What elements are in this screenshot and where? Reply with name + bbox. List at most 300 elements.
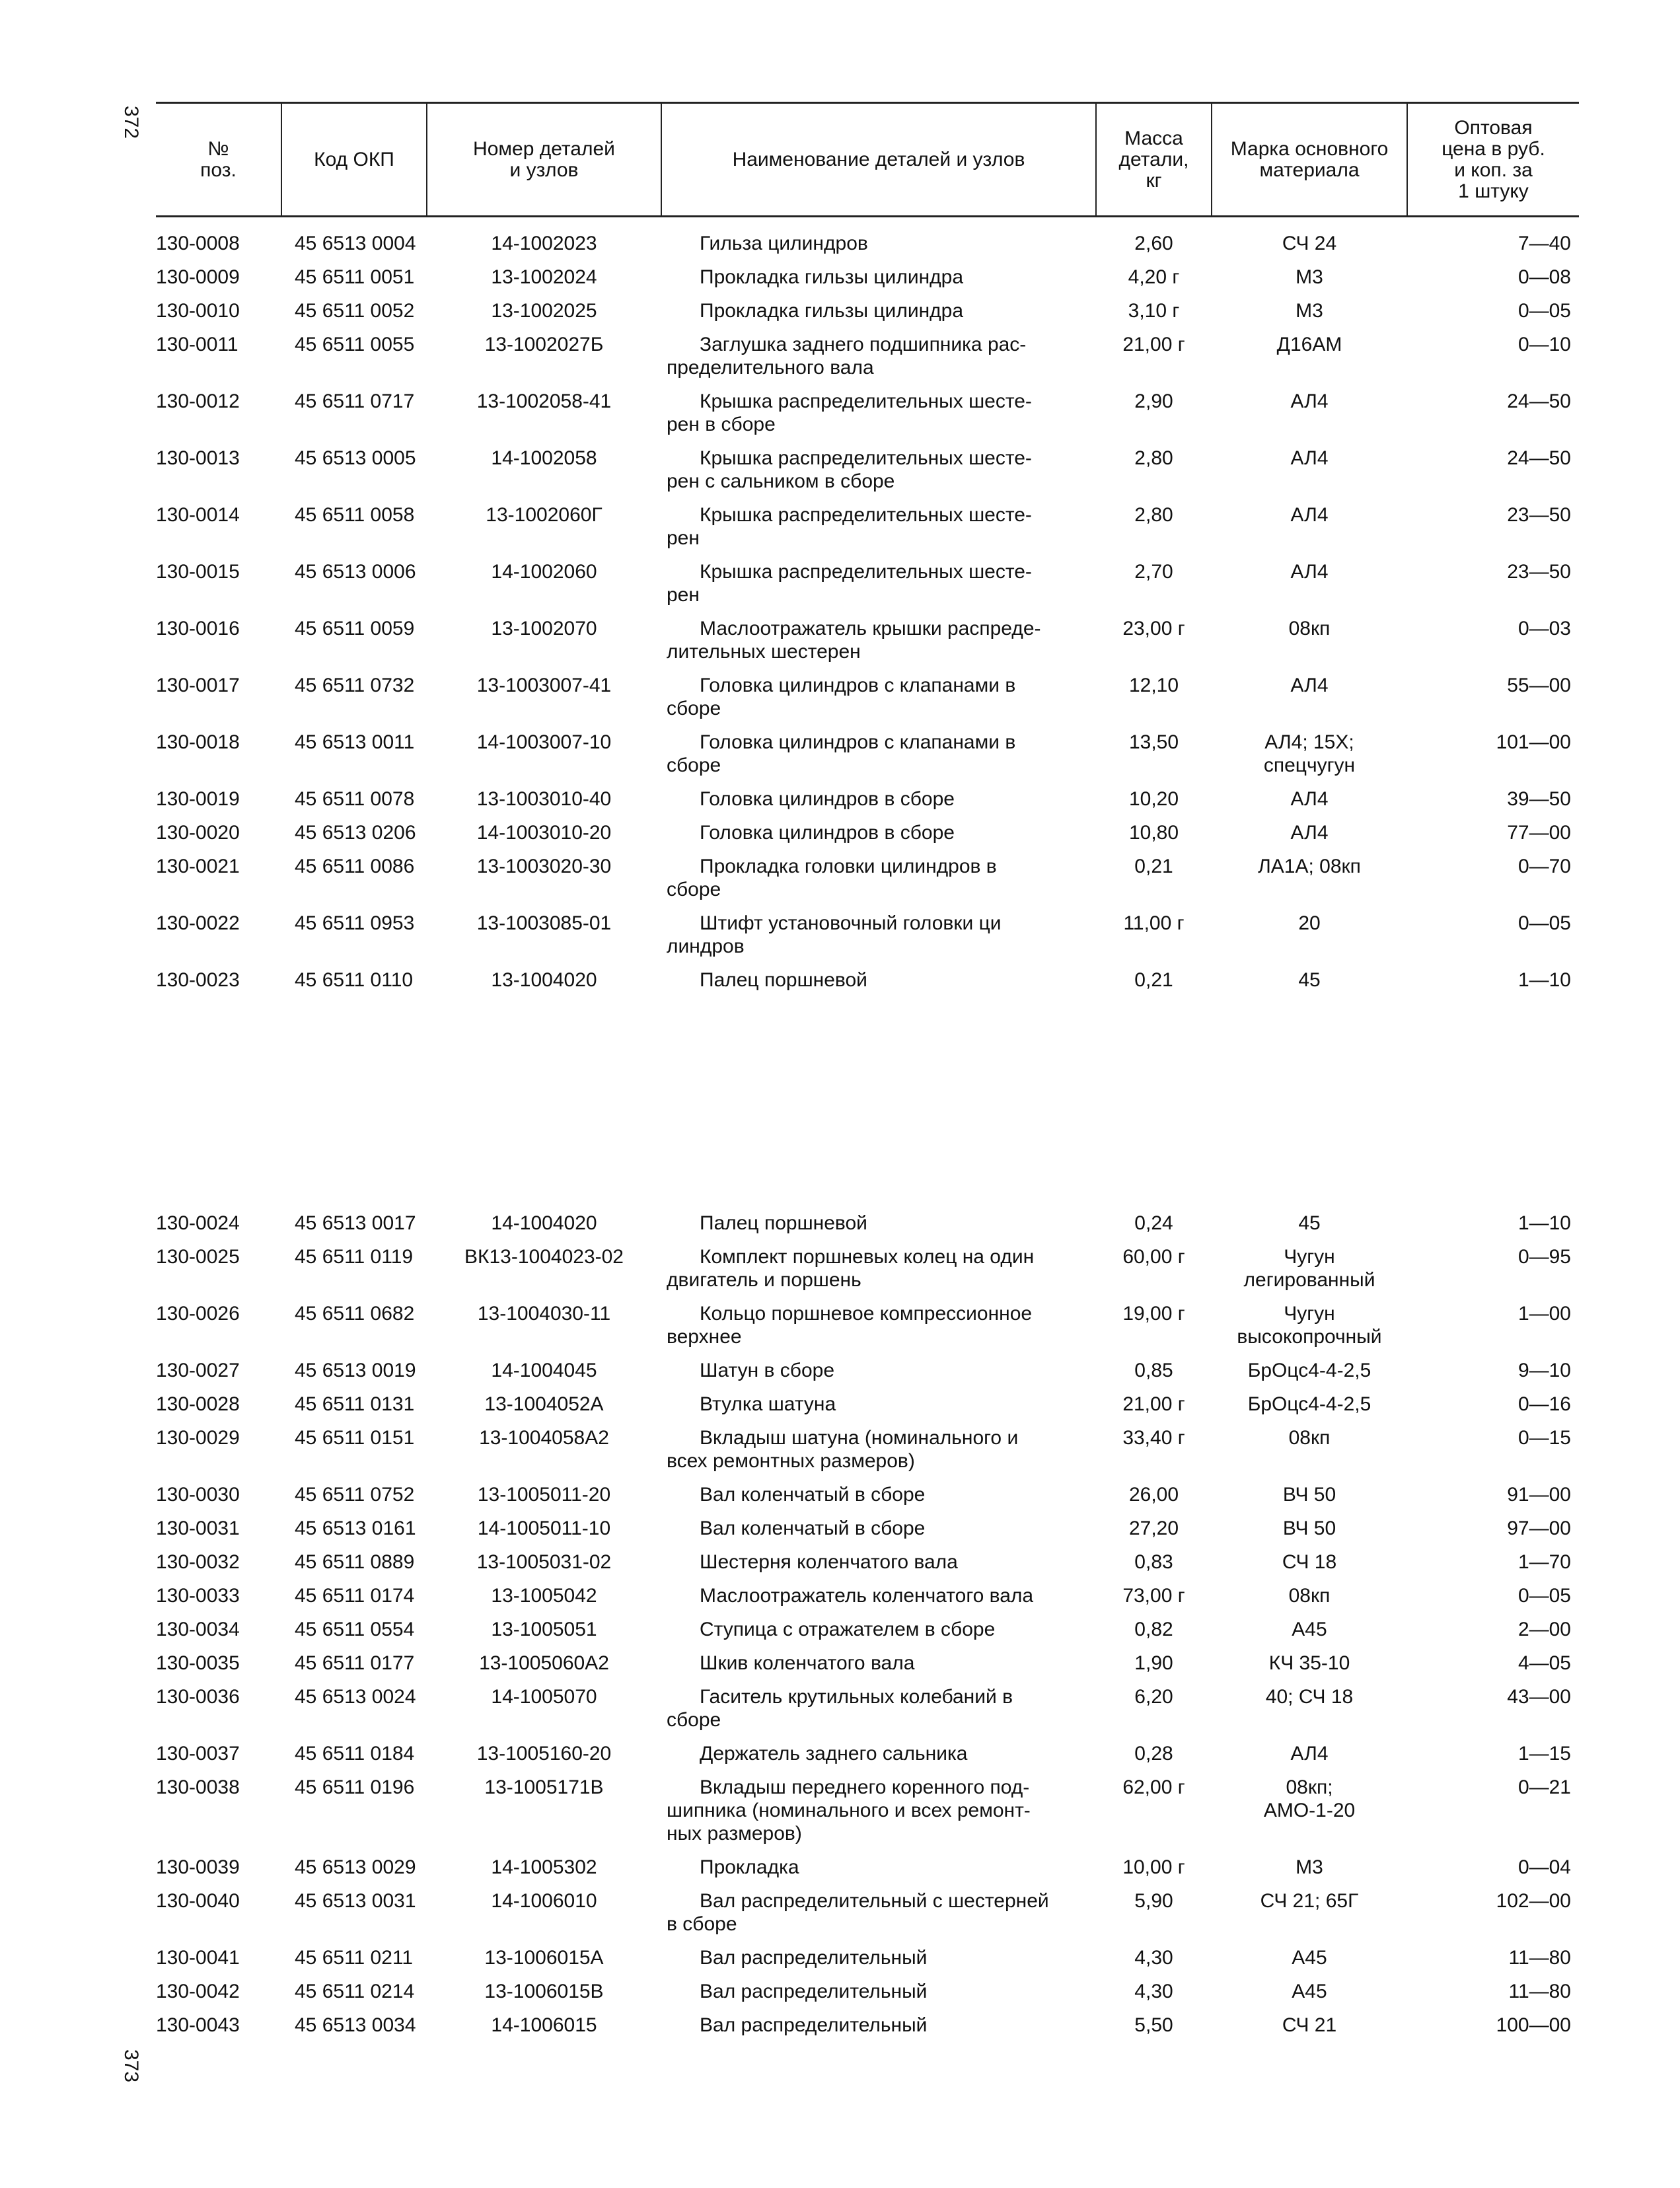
part-name-line-1: Маслоотражатель коленчатого вала [700,1585,1034,1607]
table-row [156,968,1579,1002]
cell-price: 1—70 [1517,1551,1571,1573]
table-row [156,1483,1579,1517]
cell-material: АЛ4 [1290,390,1329,412]
cell-material: А45 [1292,1981,1327,2002]
cell-material: АЛ4 [1290,561,1329,583]
table-row [156,821,1579,855]
cell-position: 130-0017 [156,675,240,696]
cell-material: 08кп; АМО-1-20 [1263,1776,1356,1821]
cell-okp-code: 45 6511 0554 [295,1619,415,1640]
part-name-line-1: Головка цилиндров в сборе [700,788,955,810]
part-name-line-1: Вал распределительный [700,1947,928,1969]
cell-part-name [661,333,1096,390]
cell-price: 1—15 [1517,1743,1571,1765]
cell-part-name [661,560,1096,617]
cell-part-number: 14-1002058 [491,447,597,469]
header-part-number: Номер деталей и узлов [427,103,661,217]
part-name-line-1: Заглушка заднего подшипника рас- [700,334,1027,355]
cell-part-number: 13-1002070 [491,618,597,639]
cell-part-number: 14-1006015 [491,2014,597,2036]
cell-position: 130-0029 [156,1427,240,1449]
cell-okp-code: 45 6511 0058 [295,504,415,526]
table-row [156,333,1579,390]
parts-table-top [156,102,1579,1002]
cell-okp-code: 45 6511 0214 [295,1981,415,2002]
cell-position: 130-0011 [156,334,238,355]
cell-material: 40; СЧ 18 [1265,1686,1354,1708]
part-name-line-2: линдров [667,935,745,957]
cell-position: 130-0018 [156,731,240,753]
part-name-line-1: Вал распределительный [700,2014,928,2036]
part-name-line-1: Крышка распределительных шесте- [700,504,1032,526]
table-row [156,1652,1579,1685]
cell-part-name [661,1776,1096,1856]
header-mass: Масса детали, кг [1096,103,1212,217]
table-row [156,560,1579,617]
part-name-line-1: Вкладыш переднего коренного под- [700,1776,1030,1798]
cell-position: 130-0036 [156,1686,240,1708]
cell-okp-code: 45 6511 0177 [295,1652,415,1674]
cell-position: 130-0013 [156,447,240,469]
cell-part-number: 14-1003007-10 [476,731,612,753]
cell-okp-code: 45 6513 0024 [295,1686,416,1708]
part-name-line-1: Прокладка гильзы цилиндра [700,266,964,288]
cell-material: ВЧ 50 [1282,1517,1336,1539]
cell-price: 0—15 [1517,1427,1571,1449]
table-row [156,1946,1579,1980]
table-row [156,1302,1579,1359]
cell-mass: 11,00 г [1123,912,1185,934]
part-name-line-1: Гаситель крутильных колебаний в [700,1686,1013,1708]
header-okp: Код ОКП [281,103,427,217]
cell-part-name [661,821,1096,855]
cell-price: 0—03 [1517,618,1571,639]
part-name-line-1: Крышка распределительных шесте- [700,390,1032,412]
cell-part-name [661,1889,1096,1946]
cell-part-name [661,299,1096,333]
cell-price: 43—00 [1507,1686,1571,1708]
part-name-line-2: пределительного вала [667,357,874,379]
cell-material: 45 [1298,1212,1321,1234]
part-name-line-1: Гильза цилиндров [700,233,868,254]
cell-price: 24—50 [1507,390,1571,412]
cell-part-number: 13-1002058-41 [476,390,612,412]
cell-part-name [661,1426,1096,1483]
cell-mass: 10,20 [1128,788,1179,810]
cell-position: 130-0031 [156,1517,240,1539]
cell-position: 130-0032 [156,1551,240,1573]
cell-mass: 26,00 [1128,1484,1179,1506]
part-name-line-1: Головка цилиндров с клапанами в [700,675,1016,696]
cell-okp-code: 45 6511 0078 [295,788,415,810]
cell-price: 0—05 [1517,1585,1571,1607]
cell-position: 130-0034 [156,1619,240,1640]
cell-part-name [661,217,1096,266]
cell-mass: 2,90 [1134,390,1173,412]
cell-material: А45 [1292,1947,1327,1969]
cell-position: 130-0037 [156,1743,240,1765]
part-name-line-2: всех ремонтных размеров) [667,1450,915,1472]
cell-position: 130-0023 [156,969,240,991]
cell-material: АЛ4 [1290,675,1329,696]
cell-position: 130-0019 [156,788,240,810]
cell-part-name [661,787,1096,821]
cell-part-name [661,503,1096,560]
part-name-line-2: в сборе [667,1913,737,1935]
cell-okp-code: 45 6513 0161 [295,1517,416,1539]
cell-part-name [661,1584,1096,1618]
cell-part-name [661,447,1096,503]
cell-price: 0—04 [1517,1856,1571,1878]
cell-material: СЧ 24 [1282,233,1337,254]
part-name-line-1: Шкив коленчатого вала [700,1652,915,1674]
cell-mass: 21,00 г [1122,334,1185,355]
part-name-line-2: лительных шестерен [667,641,861,663]
cell-material: КЧ 35-10 [1268,1652,1350,1674]
cell-part-number: ВК13-1004023-02 [464,1246,624,1268]
cell-okp-code: 45 6511 0051 [295,266,415,288]
cell-mass: 19,00 г [1122,1303,1185,1325]
cell-okp-code: 45 6513 0031 [295,1890,416,1912]
part-name-line-2: шипника (номинального и всех ремонт- ных размеров) [667,1800,1031,1844]
cell-position: 130-0025 [156,1246,240,1268]
cell-price: 2—00 [1517,1619,1571,1640]
part-name-line-2: сборе [667,879,721,900]
cell-part-name [661,1618,1096,1652]
table-row [156,1980,1579,2014]
part-name-line-1: Крышка распределительных шесте- [700,561,1032,583]
cell-position: 130-0040 [156,1890,240,1912]
cell-part-number: 13-1005031-02 [476,1551,612,1573]
cell-okp-code: 45 6511 0119 [295,1246,414,1268]
part-name-line-2: рен с сальником в сборе [667,470,895,492]
cell-part-number: 13-1004030-11 [477,1303,611,1325]
cell-material: АЛ4; 15Х; спецчугун [1263,731,1356,776]
cell-position: 130-0026 [156,1303,240,1325]
part-name-line-2: сборе [667,1709,721,1731]
cell-okp-code: 45 6511 0752 [295,1484,415,1506]
cell-mass: 5,90 [1134,1890,1173,1912]
cell-mass: 2,60 [1134,233,1173,254]
cell-price: 100—00 [1496,2014,1571,2036]
cell-part-name [661,266,1096,299]
part-name-line-1: Шатун в сборе [700,1360,835,1381]
table-header-row [156,103,1579,217]
table-row [156,1550,1579,1584]
cell-part-name [661,1517,1096,1550]
table-row [156,731,1579,787]
cell-position: 130-0027 [156,1360,240,1381]
cell-part-name [661,1393,1096,1426]
cell-position: 130-0010 [156,300,240,322]
page-number-bottom: 373 [120,2049,142,2083]
table-row [156,1359,1579,1393]
cell-part-number: 13-1004058А2 [479,1427,609,1449]
part-name-line-1: Держатель заднего сальника [700,1743,968,1765]
cell-material: А45 [1292,1619,1327,1640]
cell-position: 130-0038 [156,1776,240,1798]
cell-price: 0—70 [1517,856,1571,877]
table-row [156,855,1579,912]
cell-part-number: 13-1003010-40 [476,788,612,810]
cell-mass: 5,50 [1134,2014,1173,2036]
cell-price: 11—80 [1508,1981,1571,2002]
part-name-line-2: рен в сборе [667,414,776,435]
cell-position: 130-0039 [156,1856,240,1878]
cell-mass: 2,80 [1134,504,1173,526]
cell-mass: 0,28 [1134,1743,1173,1765]
cell-material: ВЧ 50 [1282,1484,1336,1506]
cell-price: 39—50 [1507,788,1571,810]
cell-mass: 27,20 [1128,1517,1179,1539]
part-name-line-1: Вал распределительный с шестерней [700,1890,1049,1912]
header-material: Марка основного материала [1212,103,1407,217]
cell-okp-code: 45 6511 0055 [295,334,415,355]
cell-part-name [661,1946,1096,1980]
cell-okp-code: 45 6511 0151 [295,1427,415,1449]
table-row [156,266,1579,299]
table-row [156,1426,1579,1483]
cell-position: 130-0008 [156,233,240,254]
cell-mass: 10,80 [1128,822,1179,844]
table-row [156,674,1579,731]
cell-mass: 0,24 [1134,1212,1173,1234]
cell-part-name [661,1197,1096,1245]
part-name-line-1: Маслоотражатель крышки распреде- [700,618,1041,639]
cell-price: 7—40 [1517,233,1571,254]
cell-price: 77—00 [1507,822,1571,844]
table-row [156,1742,1579,1776]
header-price: Оптовая цена в руб. и коп. за 1 штуку [1407,103,1579,217]
part-name-line-1: Палец поршневой [700,969,867,991]
table-body-top [156,217,1579,1003]
cell-material: СЧ 21; 65Г [1260,1890,1359,1912]
cell-mass: 13,50 [1128,731,1179,753]
table-body-bottom [156,1197,1579,2047]
table-row [156,1618,1579,1652]
cell-position: 130-0012 [156,390,240,412]
cell-part-name [661,912,1096,968]
cell-okp-code: 45 6513 0017 [295,1212,416,1234]
table-row [156,1393,1579,1426]
cell-okp-code: 45 6513 0005 [295,447,416,469]
cell-price: 55—00 [1507,675,1571,696]
cell-part-number: 14-1005302 [491,1856,597,1878]
table-row [156,1776,1579,1856]
cell-okp-code: 45 6511 0174 [295,1585,415,1607]
cell-mass: 10,00 г [1122,1856,1185,1878]
cell-okp-code: 45 6513 0019 [295,1360,416,1381]
cell-part-name [661,1483,1096,1517]
cell-mass: 23,00 г [1122,618,1185,639]
cell-part-name [661,1652,1096,1685]
part-name-line-1: Вал распределительный [700,1981,928,2002]
cell-okp-code: 45 6511 0211 [295,1947,414,1969]
cell-part-name [661,2014,1096,2047]
table-row [156,503,1579,560]
cell-position: 130-0016 [156,618,240,639]
cell-part-number: 13-1003007-41 [476,675,612,696]
cell-part-name [661,1550,1096,1584]
cell-mass: 0,21 [1134,969,1173,991]
page-number-top: 372 [120,105,142,139]
cell-okp-code: 45 6513 0034 [295,2014,416,2036]
part-name-line-1: Прокладка гильзы цилиндра [700,300,964,322]
cell-okp-code: 45 6511 0889 [295,1551,415,1573]
cell-price: 97—00 [1507,1517,1571,1539]
cell-mass: 3,10 г [1128,300,1180,322]
part-name-line-2: сборе [667,698,721,719]
cell-part-number: 13-1005051 [491,1619,597,1640]
cell-material: БрОцс4-4-2,5 [1247,1393,1371,1415]
cell-price: 0—21 [1517,1776,1571,1798]
table-row [156,447,1579,503]
cell-price: 4—05 [1517,1652,1571,1674]
table-row [156,1889,1579,1946]
cell-part-name [661,674,1096,731]
part-name-line-1: Кольцо поршневое компрессионное [700,1303,1033,1325]
part-name-line-1: Прокладка головки цилиндров в [700,856,997,877]
cell-price: 1—00 [1517,1303,1571,1325]
cell-part-name [661,1980,1096,2014]
table-row [156,912,1579,968]
cell-part-number: 13-1003085-01 [476,912,612,934]
cell-okp-code: 45 6511 0953 [295,912,415,934]
cell-part-number: 13-1002060Г [486,504,603,526]
cell-price: 1—10 [1517,1212,1571,1234]
cell-part-number: 13-1005011-20 [477,1484,611,1506]
part-name-line-1: Палец поршневой [700,1212,867,1234]
table-row [156,787,1579,821]
cell-part-name [661,617,1096,674]
cell-part-number: 14-1005070 [491,1686,597,1708]
part-name-line-1: Прокладка [700,1856,799,1878]
cell-part-number: 14-1002060 [491,561,597,583]
cell-price: 9—10 [1517,1360,1571,1381]
cell-position: 130-0028 [156,1393,240,1415]
cell-material: АЛ4 [1290,788,1329,810]
cell-position: 130-0042 [156,1981,240,2002]
cell-position: 130-0015 [156,561,240,583]
cell-part-number: 13-1006015А [484,1947,604,1969]
cell-okp-code: 45 6511 0110 [295,969,414,991]
cell-position: 130-0043 [156,2014,240,2036]
part-name-line-1: Головка цилиндров с клапанами в [700,731,1016,753]
cell-okp-code: 45 6511 0196 [295,1776,415,1798]
cell-part-number: 13-1005160-20 [476,1743,612,1765]
cell-okp-code: 45 6513 0206 [295,822,416,844]
table-row [156,2014,1579,2047]
cell-position: 130-0033 [156,1585,240,1607]
cell-part-number: 13-1002027Б [484,334,604,355]
cell-okp-code: 45 6511 0682 [295,1303,415,1325]
cell-material: 20 [1298,912,1321,934]
cell-mass: 0,21 [1134,856,1173,877]
header-name: Наименование деталей и узлов [661,103,1096,217]
cell-price: 0—08 [1517,266,1571,288]
cell-price: 0—95 [1517,1246,1571,1268]
cell-mass: 4,30 [1134,1947,1173,1969]
cell-okp-code: 45 6511 0086 [295,856,415,877]
part-name-line-1: Крышка распределительных шесте- [700,447,1032,469]
cell-part-number: 13-1005171В [484,1776,604,1798]
cell-material: АЛ4 [1290,504,1329,526]
cell-price: 0—05 [1517,912,1571,934]
table-row [156,390,1579,447]
cell-position: 130-0035 [156,1652,240,1674]
cell-mass: 60,00 г [1122,1246,1185,1268]
cell-okp-code: 45 6511 0717 [295,390,415,412]
cell-price: 23—50 [1507,504,1571,526]
cell-okp-code: 45 6511 0184 [295,1743,415,1765]
cell-part-name [661,1359,1096,1393]
cell-mass: 0,85 [1134,1360,1173,1381]
cell-mass: 0,83 [1134,1551,1173,1573]
cell-okp-code: 45 6511 0131 [295,1393,415,1415]
cell-part-number: 14-1002023 [491,233,597,254]
table-row [156,1856,1579,1889]
cell-price: 0—10 [1517,334,1571,355]
cell-material: Чугун высокопрочный [1237,1303,1382,1348]
cell-price: 0—16 [1517,1393,1571,1415]
table-row [156,617,1579,674]
cell-part-number: 13-1006015В [484,1981,604,2002]
cell-material: АЛ4 [1290,1743,1329,1765]
table-row [156,1685,1579,1742]
parts-table-bottom [156,1197,1579,2047]
cell-mass: 73,00 г [1122,1585,1185,1607]
cell-mass: 4,30 [1134,1981,1173,2002]
cell-mass: 21,00 г [1122,1393,1185,1415]
cell-material: М3 [1296,1856,1323,1878]
cell-material: М3 [1296,300,1323,322]
cell-material: 08кп [1288,618,1331,639]
cell-position: 130-0030 [156,1484,240,1506]
cell-material: ЛА1А; 08кп [1258,856,1361,877]
cell-material: АЛ4 [1290,447,1329,469]
cell-price: 102—00 [1496,1890,1571,1912]
part-name-line-1: Вал коленчатый в сборе [700,1517,926,1539]
cell-part-name [661,1856,1096,1889]
cell-price: 11—80 [1508,1947,1571,1969]
cell-material: 08кп [1288,1427,1331,1449]
part-name-line-1: Шестерня коленчатого вала [700,1551,958,1573]
cell-okp-code: 45 6513 0011 [295,731,415,753]
cell-mass: 6,20 [1134,1686,1173,1708]
cell-part-name [661,1302,1096,1359]
cell-material: 45 [1298,969,1321,991]
cell-part-name [661,390,1096,447]
cell-part-number: 14-1006010 [491,1890,597,1912]
cell-material: СЧ 21 [1282,2014,1337,2036]
cell-part-number: 13-1004052А [484,1393,604,1415]
cell-material: Чугун легированный [1243,1246,1375,1291]
part-name-line-1: Втулка шатуна [700,1393,836,1415]
cell-part-number: 13-1002024 [491,266,597,288]
table-row [156,1517,1579,1550]
cell-part-number: 14-1005011-10 [477,1517,611,1539]
cell-part-number: 14-1004045 [491,1360,597,1381]
cell-material: АЛ4 [1290,822,1329,844]
cell-position: 130-0009 [156,266,240,288]
part-name-line-1: Комплект поршневых колец на один [700,1246,1035,1268]
cell-position: 130-0041 [156,1947,240,1969]
part-name-line-2: верхнее [667,1326,742,1348]
cell-part-name [661,731,1096,787]
cell-price: 101—00 [1496,731,1571,753]
cell-position: 130-0021 [156,856,240,877]
part-name-line-2: двигатель и поршень [667,1269,861,1291]
